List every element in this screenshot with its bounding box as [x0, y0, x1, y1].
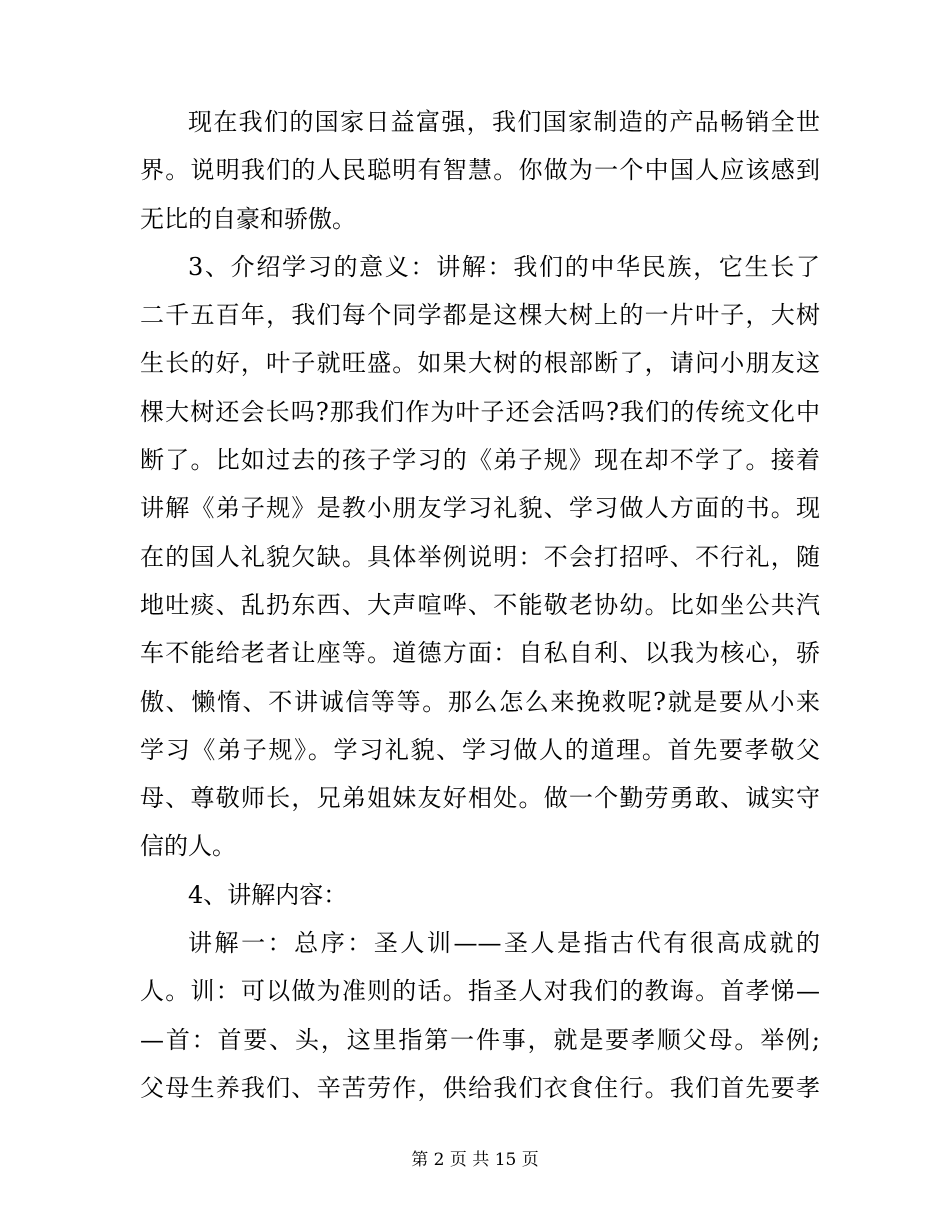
text-line: 界。说明我们的人民聪明有智慧。你做为一个中国人应该感到 — [140, 156, 820, 185]
text-line: —首：首要、头，这里指第一件事，就是要孝顺父母。举例; — [140, 1025, 820, 1054]
text-line: 棵大树还会长吗?那我们作为叶子还会活吗?我们的传统文化中 — [140, 397, 820, 426]
document-body — [140, 98, 820, 1112]
text-line: 傲、懒惰、不讲诚信等等。那么怎么来挽救呢?就是要从小来 — [140, 687, 820, 716]
text-line: 现在我们的国家日益富强，我们国家制造的产品畅销全世 — [188, 108, 820, 136]
text-line: 生长的好，叶子就旺盛。如果大树的根部断了，请问小朋友这 — [140, 349, 820, 378]
text-line: 无比的自豪和骄傲。 — [140, 204, 356, 233]
text-line: 学习《弟子规》。学习礼貌、学习做人的道理。首先要孝敬父 — [140, 735, 820, 764]
text-line: 二千五百年，我们每个同学都是这棵大树上的一片叶子，大树 — [140, 301, 820, 330]
text-line: 在的国人礼貌欠缺。具体举例说明：不会打招呼、不行礼，随 — [140, 542, 820, 571]
page-number-footer: 第 2 页 共 15 页 — [411, 1150, 539, 1170]
paragraph-content-heading — [140, 871, 820, 919]
text-line: 车不能给老者让座等。道德方面：自私自利、以我为核心，骄 — [140, 639, 820, 668]
text-line: 父母生养我们、辛苦劳作，供给我们衣食住行。我们首先要孝 — [140, 1073, 820, 1102]
text-line: 3、介绍学习的意义：讲解：我们的中华民族，它生长了 — [188, 252, 820, 281]
text-line: 地吐痰、乱扔东西、大声喧哗、不能敬老协幼。比如坐公共汽 — [140, 590, 820, 619]
text-line: 信的人。 — [140, 832, 236, 861]
text-line: 断了。比如过去的孩子学习的《弟子规》现在却不学了。接着 — [140, 446, 820, 475]
text-line: 人。训：可以做为准则的话。指圣人对我们的教诲。首孝悌— — [140, 977, 820, 1006]
paragraph-national-pride — [140, 98, 820, 243]
text-line: 讲解一：总序：圣人训——圣人是指古代有很高成就的 — [188, 929, 820, 958]
paragraph-learning-significance — [140, 243, 820, 871]
paragraph-explanation-one — [140, 919, 820, 1112]
section-heading: 4、讲解内容： — [188, 880, 348, 909]
text-line: 母、尊敬师长，兄弟姐妹友好相处。做一个勤劳勇敢、诚实守 — [140, 784, 820, 813]
text-line: 讲解《弟子规》是教小朋友学习礼貌、学习做人方面的书。现 — [140, 494, 820, 523]
